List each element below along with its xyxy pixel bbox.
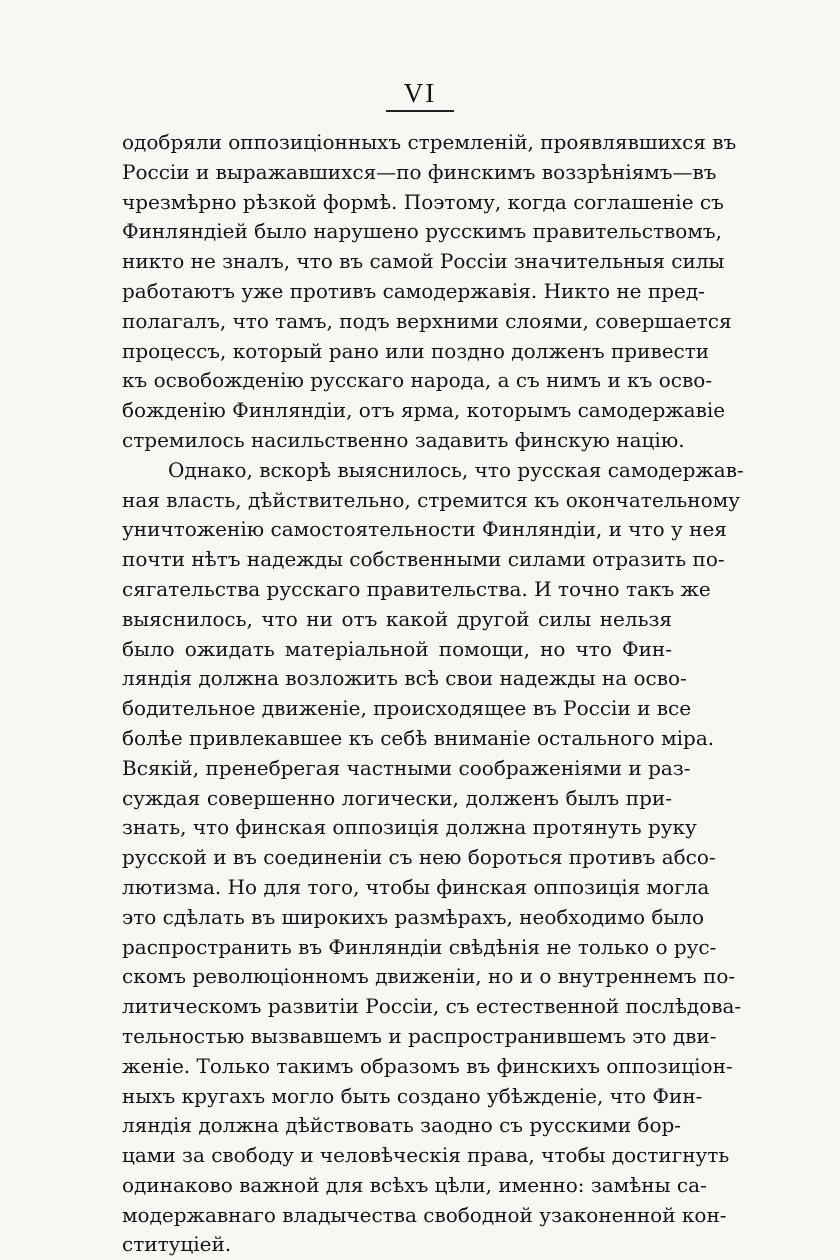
paragraph xyxy=(122,128,737,456)
text-line: почти нѣтъ надежды собственными силами отразить по- xyxy=(122,547,725,572)
text-line: никто не зналъ, что въ самой Россіи значительныя силы xyxy=(122,249,725,274)
text-line: знать, что финская оппозиція должна протянуть руку xyxy=(122,815,697,840)
text-line: Однако, вскорѣ выяснилось, что русская самодержав- xyxy=(168,457,744,482)
text-line: ституціей. xyxy=(122,1232,232,1257)
text-line: уничтоженію самостоятельности Финляндіи, и что у нея xyxy=(122,517,727,542)
text-line: чрезмѣрно рѣзкой формѣ. Поэтому, когда соглашеніе съ xyxy=(122,189,724,214)
text-line: ляндія должна дѣйствовать заодно съ русскими бор- xyxy=(122,1113,682,1138)
text-line: это сдѣлать въ широкихъ размѣрахъ, необходимо было xyxy=(122,904,705,929)
text-line: русской и въ соединеніи съ нею бороться противъ абсо- xyxy=(122,845,716,870)
text-line: было ожидать матеріальной помощи, но что Фин- xyxy=(122,636,672,661)
text-line: одобряли оппозиціонныхъ стремленій, проявлявшихся въ xyxy=(122,130,737,154)
body-text xyxy=(122,128,744,1260)
text-line: распространить въ Финляндіи свѣдѣнія не только о рус- xyxy=(122,934,717,959)
text-line: сягательства русскаго правительства. И точно такъ же xyxy=(122,576,711,601)
text-line: ныхъ кругахъ могло быть создано убѣжденіе, что Фин- xyxy=(122,1083,703,1108)
text-line: суждая совершенно логически, долженъ былъ при- xyxy=(122,785,672,810)
page-header xyxy=(0,78,840,112)
text-line: скомъ революціонномъ движеніи, но и о внутреннемъ по- xyxy=(122,964,736,989)
text-line: тельностью вызвавшемъ и распространившемъ это дви- xyxy=(122,1023,717,1048)
text-line: женіе. Только такимъ образомъ въ финскихъ оппозиціон- xyxy=(122,1053,733,1078)
text-line: божденію Финляндіи, отъ ярма, которымъ самодержавіе xyxy=(122,398,726,423)
text-line: ляндія должна возложить всѣ свои надежды на осво- xyxy=(122,666,687,691)
text-line: къ освобожденію русскаго народа, а съ нимъ и къ осво- xyxy=(122,368,713,393)
text-line: одинаково важной для всѣхъ цѣли, именно: замѣны са- xyxy=(122,1172,707,1197)
text-line: Всякій, пренебрегая частными соображеніями и раз- xyxy=(122,755,691,780)
text-line: стремилось насильственно задавить финскую націю. xyxy=(122,427,685,452)
text-line: болѣе привлекавшее къ себѣ вниманіе остального міра. xyxy=(122,725,715,750)
text-line: ная власть, дѣйствительно, стремится къ окончательному xyxy=(122,487,740,512)
text-line: работаютъ уже противъ самодержавія. Никто не пред- xyxy=(122,278,705,303)
text-line: модержавнаго владычества свободной узаконенной кон- xyxy=(122,1202,727,1227)
page-number: VI xyxy=(386,78,455,112)
text-line: процессъ, который рано или поздно долженъ привести xyxy=(122,338,710,363)
text-line: лютизма. Но для того, чтобы финская оппозиція могла xyxy=(122,874,710,899)
text-line: Россіи и выражавшихся—по финскимъ воззрѣніямъ—въ xyxy=(122,159,717,184)
text-line: полагалъ, что тамъ, подъ верхними слоями, совершается xyxy=(122,308,732,333)
text-line: литическомъ развитіи Россіи, съ естественной послѣдова- xyxy=(122,994,742,1019)
text-line: цами за свободу и человѣческія права, чтобы достигнуть xyxy=(122,1143,730,1168)
text-line: выяснилось, что ни отъ какой другой силы нельзя xyxy=(122,606,672,631)
paragraph xyxy=(122,456,744,1260)
text-line: бодительное движеніе, происходящее въ Россіи и все xyxy=(122,696,692,721)
text-line: Финляндіей было нарушено русскимъ правительствомъ, xyxy=(122,219,722,244)
